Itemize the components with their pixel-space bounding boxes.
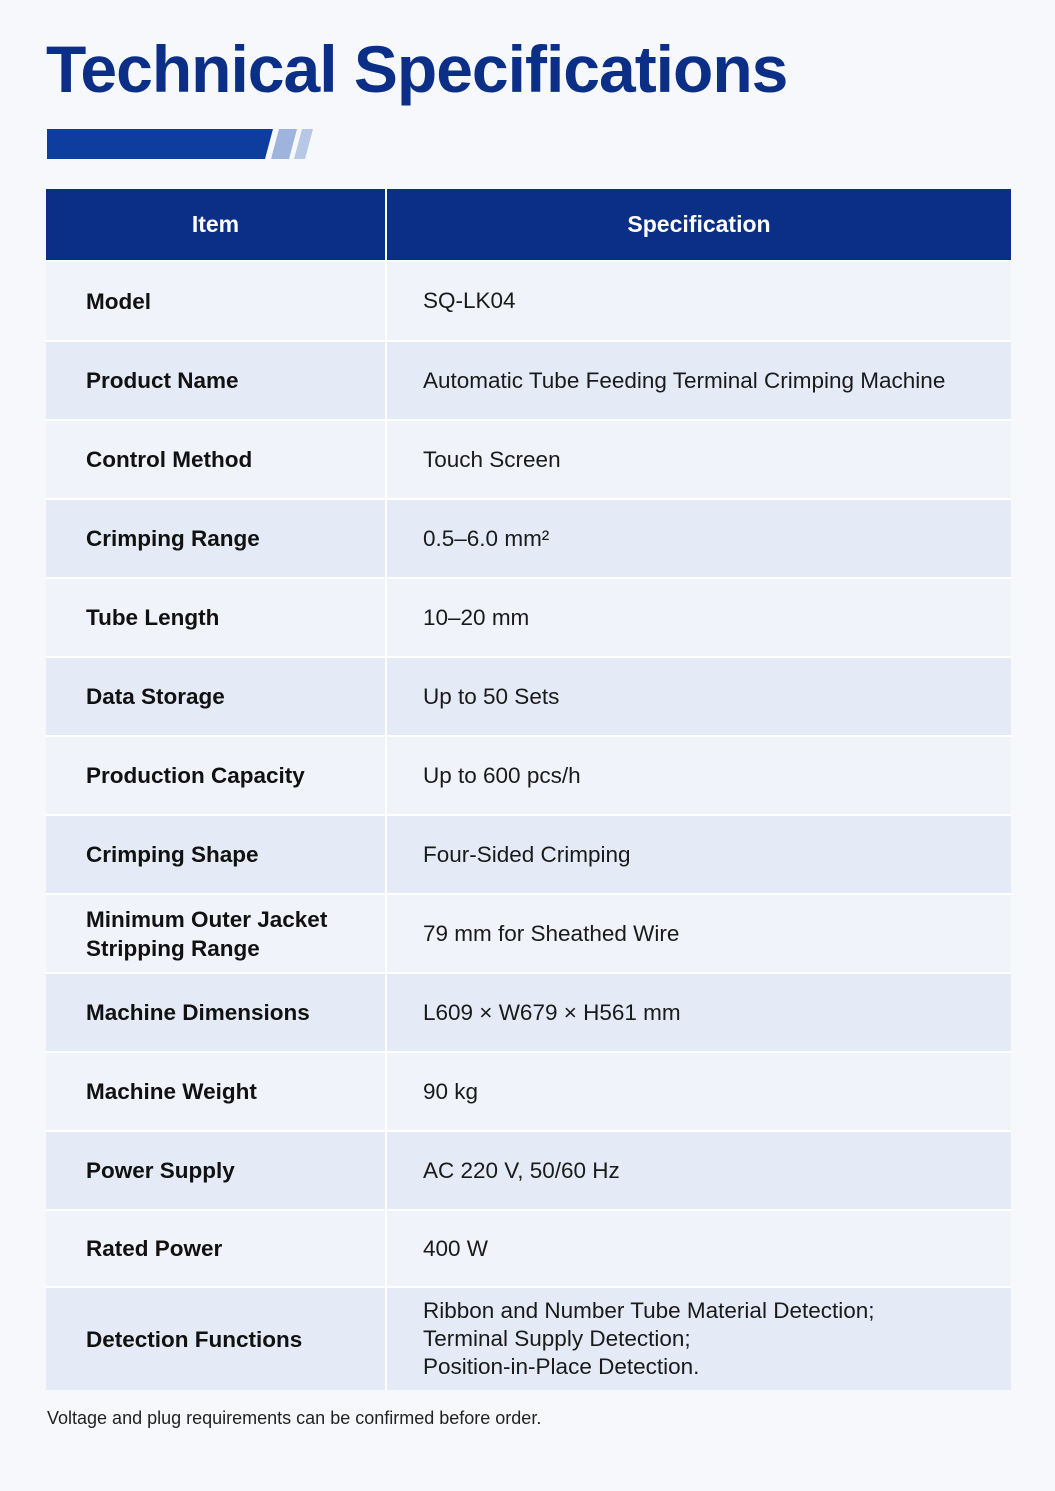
row-item-power-supply: Power Supply <box>46 1131 386 1210</box>
table-row <box>46 815 1011 894</box>
row-item-control-method: Control Method <box>46 420 386 499</box>
table-row <box>46 736 1011 815</box>
spec-line: Terminal Supply Detection; <box>423 1326 691 1351</box>
table-row <box>46 341 1011 420</box>
row-item-model: Model <box>46 261 386 341</box>
row-spec-product-name: Automatic Tube Feeding Terminal Crimping Machine <box>386 341 1011 420</box>
row-spec-data-storage: Up to 50 Sets <box>386 657 1011 736</box>
specifications-table <box>46 189 1011 1390</box>
item-line: Stripping Range <box>86 935 260 961</box>
table-row <box>46 1131 1011 1210</box>
row-item-machine-weight: Machine Weight <box>46 1052 386 1131</box>
header-item: Item <box>46 189 386 261</box>
row-item-stripping-range <box>46 894 386 973</box>
row-spec-rated-power: 400 W <box>386 1210 1011 1287</box>
table-row <box>46 499 1011 578</box>
page-title: Technical Specifications <box>46 32 788 106</box>
row-item-crimping-shape: Crimping Shape <box>46 815 386 894</box>
title-accent-bar <box>47 129 317 159</box>
row-spec-power-supply: AC 220 V, 50/60 Hz <box>386 1131 1011 1210</box>
row-item-rated-power: Rated Power <box>46 1210 386 1287</box>
row-item-tube-length: Tube Length <box>46 578 386 657</box>
table-row <box>46 261 1011 341</box>
table-row <box>46 973 1011 1052</box>
spec-line: Position-in-Place Detection. <box>423 1354 700 1379</box>
table-row <box>46 1210 1011 1287</box>
table-row <box>46 578 1011 657</box>
row-spec-crimping-range: 0.5–6.0 mm² <box>386 499 1011 578</box>
row-item-production-capacity: Production Capacity <box>46 736 386 815</box>
row-spec-control-method: Touch Screen <box>386 420 1011 499</box>
row-spec-detection-functions <box>386 1287 1011 1390</box>
header-specification: Specification <box>386 189 1011 261</box>
row-item-data-storage: Data Storage <box>46 657 386 736</box>
table-row <box>46 894 1011 973</box>
row-spec-production-capacity: Up to 600 pcs/h <box>386 736 1011 815</box>
row-spec-machine-weight: 90 kg <box>386 1052 1011 1131</box>
item-line: Minimum Outer Jacket <box>86 906 328 932</box>
row-item-crimping-range: Crimping Range <box>46 499 386 578</box>
accent-bar-main <box>47 129 273 159</box>
footnote: Voltage and plug requirements can be confirmed before order. <box>47 1408 542 1428</box>
table-row <box>46 1287 1011 1390</box>
table-header-row <box>46 189 1011 261</box>
table-row <box>46 420 1011 499</box>
row-item-machine-dimensions: Machine Dimensions <box>46 973 386 1052</box>
row-item-product-name: Product Name <box>46 341 386 420</box>
row-spec-model: SQ-LK04 <box>386 261 1011 341</box>
spec-line: Ribbon and Number Tube Material Detection; <box>423 1298 875 1323</box>
row-item-detection-functions: Detection Functions <box>46 1287 386 1390</box>
row-spec-tube-length: 10–20 mm <box>386 578 1011 657</box>
row-spec-stripping-range: 79 mm for Sheathed Wire <box>386 894 1011 973</box>
table-row <box>46 1052 1011 1131</box>
row-spec-crimping-shape: Four-Sided Crimping <box>386 815 1011 894</box>
accent-stripe-2 <box>294 129 313 159</box>
table-row <box>46 657 1011 736</box>
accent-stripe-1 <box>271 129 297 159</box>
row-spec-machine-dimensions: L609 × W679 × H561 mm <box>386 973 1011 1052</box>
